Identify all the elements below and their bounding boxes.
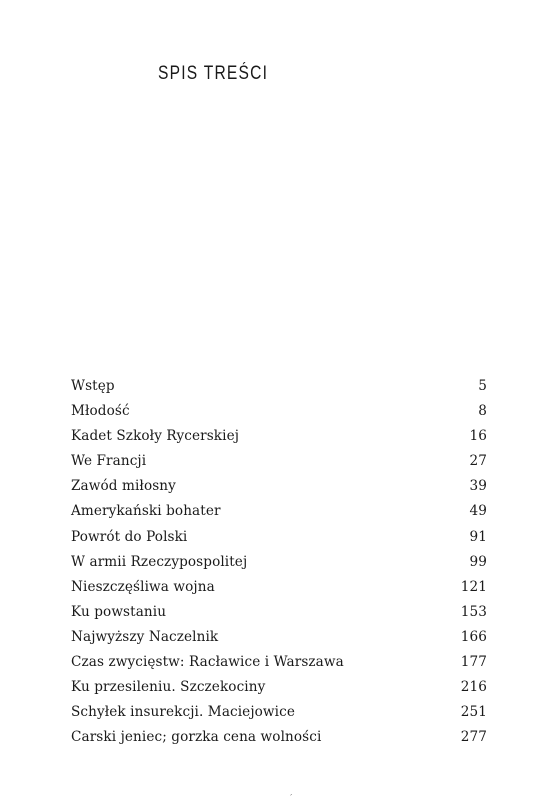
toc-entry[interactable] <box>71 577 487 602</box>
toc-entry-title: Powrót do Polski <box>71 528 188 545</box>
toc-entry-page: 8 <box>478 403 487 420</box>
toc-entry-title: Ku przesileniu. Szczekociny <box>71 679 266 696</box>
toc-entry-title: Ku powstaniu <box>71 603 167 620</box>
toc-entry[interactable] <box>71 652 487 677</box>
toc-entry[interactable] <box>71 451 487 476</box>
toc-entry[interactable] <box>71 602 487 627</box>
toc-entry-title: Zawód miłosny <box>71 478 176 495</box>
toc-entry-title: Młodość <box>71 403 130 420</box>
toc-entry-page: 166 <box>460 628 487 645</box>
toc-entry-title: Czas zwycięstw: Racławice i Warszawa <box>71 654 344 671</box>
toc-entry-page: 251 <box>460 704 487 721</box>
toc-entry-page: 49 <box>469 503 487 520</box>
toc-entry[interactable] <box>71 702 487 727</box>
toc-entry-page: 153 <box>460 603 487 620</box>
toc-entry-page: 27 <box>469 453 487 470</box>
toc-entry[interactable] <box>71 627 487 652</box>
toc-entry[interactable] <box>71 501 487 526</box>
toc-entry-page: 216 <box>460 679 487 696</box>
toc-entry-page: 277 <box>460 729 487 746</box>
toc-entry[interactable] <box>71 376 487 401</box>
toc-entry-title: We Francji <box>71 453 147 470</box>
toc-entry-title: Nieszczęśliwa wojna <box>71 578 215 595</box>
toc-entry[interactable] <box>71 401 487 426</box>
toc-entry-page: 5 <box>478 378 487 394</box>
toc-entry-page: 39 <box>469 478 487 495</box>
toc-entry-title: Najwyższy Naczelnik <box>71 628 219 645</box>
page-title: SPIS TREŚCI <box>158 63 269 84</box>
table-of-contents <box>71 376 487 752</box>
toc-entry-page: 16 <box>469 428 487 445</box>
toc-entry-page: 91 <box>469 528 487 545</box>
toc-entry-title: Schyłek insurekcji. Maciejowice <box>71 704 295 721</box>
toc-entry-title: Wstęp <box>71 378 115 394</box>
toc-entry[interactable] <box>71 727 487 752</box>
toc-entry[interactable] <box>71 527 487 552</box>
toc-entry-page: 121 <box>460 578 487 595</box>
page-footer-mark: ´ <box>289 794 293 802</box>
toc-entry-title: W armii Rzeczypospolitej <box>71 553 248 570</box>
toc-entry[interactable] <box>71 552 487 577</box>
toc-entry-title: Amerykański bohater <box>71 503 221 520</box>
toc-entry[interactable] <box>71 677 487 702</box>
toc-entry-title: Carski jeniec; gorzka cena wolności <box>71 729 322 746</box>
toc-entry-page: 99 <box>469 553 487 570</box>
toc-entry[interactable] <box>71 476 487 501</box>
toc-entry-title: Kadet Szkoły Rycerskiej <box>71 428 240 445</box>
toc-entry[interactable] <box>71 426 487 451</box>
toc-entry-page: 177 <box>460 654 487 671</box>
